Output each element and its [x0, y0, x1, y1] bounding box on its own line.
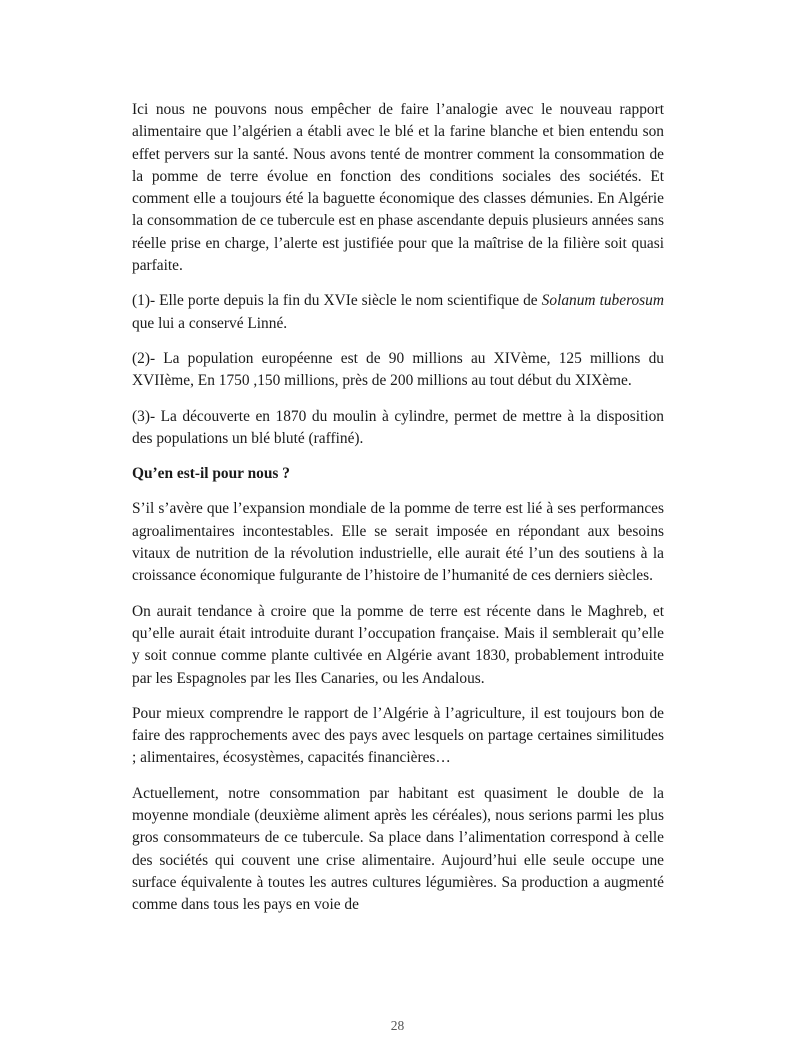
footnote-2: (2)- La population européenne est de 90 millions au XIVème, 125 millions du XVIIème, En 1750 ,150 millions, près de 200 millions au tout début du XIXème.	[132, 349, 664, 390]
section-heading: Qu’en est-il pour nous ?	[132, 465, 290, 483]
footnote-1-text-start: (1)- Elle porte depuis la fin du XVIe siècle le nom scientifique de	[132, 292, 542, 310]
page-number: 28	[390, 1018, 405, 1033]
document-body	[132, 99, 664, 930]
paragraph-comparison: Pour mieux comprendre le rapport de l’Algérie à l’agriculture, il est toujours bon de faire des rapprochements avec des pays avec lesquels on partage certaines similitudes ; alimentaires, écosystèmes, capacités financières…	[132, 704, 664, 767]
paragraph-expansion: S’il s’avère que l’expansion mondiale de la pomme de terre est lié à ses performances agroalimentaires incontestables. Elle se serait imposée en répondant aux besoins vitaux de nutrition de la révolution industrielle, elle aurait été l’un des soutiens à la croissance économique fulgurante de l’histoire de l’humanité de ces derniers siècles.	[132, 500, 664, 585]
paragraph-consumption: Actuellement, notre consommation par habitant est quasiment le double de la moyenne mondiale (deuxième aliment après les céréales), nous serions parmi les plus gros consommateurs de ce tubercule. Sa place dans l’alimentation correspond à celle des sociétés qui couvent une crise alimentaire. Aujourd’hui elle seule occupe une surface équivalente à toutes les autres cultures légumières. Sa production a augmenté comme dans tous les pays en voie de	[132, 784, 664, 914]
paragraph-analogy: Ici nous ne pouvons nous empêcher de faire l’analogie avec le nouveau rapport alimentaire que l’algérien a établi avec le blé et la farine blanche et bien entendu son effet pervers sur la santé. Nous avons tenté de montrer comment la consommation de la pomme de terre évolue en fonction des conditions sociales des sociétés. Et comment elle a toujours été la baguette économique des classes démunies. En Algérie la consommation de ce tubercule est en phase ascendante depuis plusieurs années sans réelle prise en charge, l’alerte est justifiée pour que la maîtrise de la filière soit quasi parfaite.	[132, 101, 664, 275]
paragraph-maghreb: On aurait tendance à croire que la pomme de terre est récente dans le Maghreb, et qu’elle aurait était introduite durant l’occupation française. Mais il semblerait qu’elle y soit connue comme plante cultivée en Algérie avant 1830, probablement introduite par les Espagnoles par les Iles Canaries, ou les Andalous.	[132, 602, 664, 687]
footnote-1-text-end: que lui a conservé Linné.	[132, 314, 288, 332]
footnote-1	[132, 290, 664, 335]
scientific-name: Solanum tuberosum	[541, 292, 664, 310]
footnote-3: (3)- La découverte en 1870 du moulin à cylindre, permet de mettre à la disposition des populations un blé bluté (raffiné).	[132, 407, 664, 447]
